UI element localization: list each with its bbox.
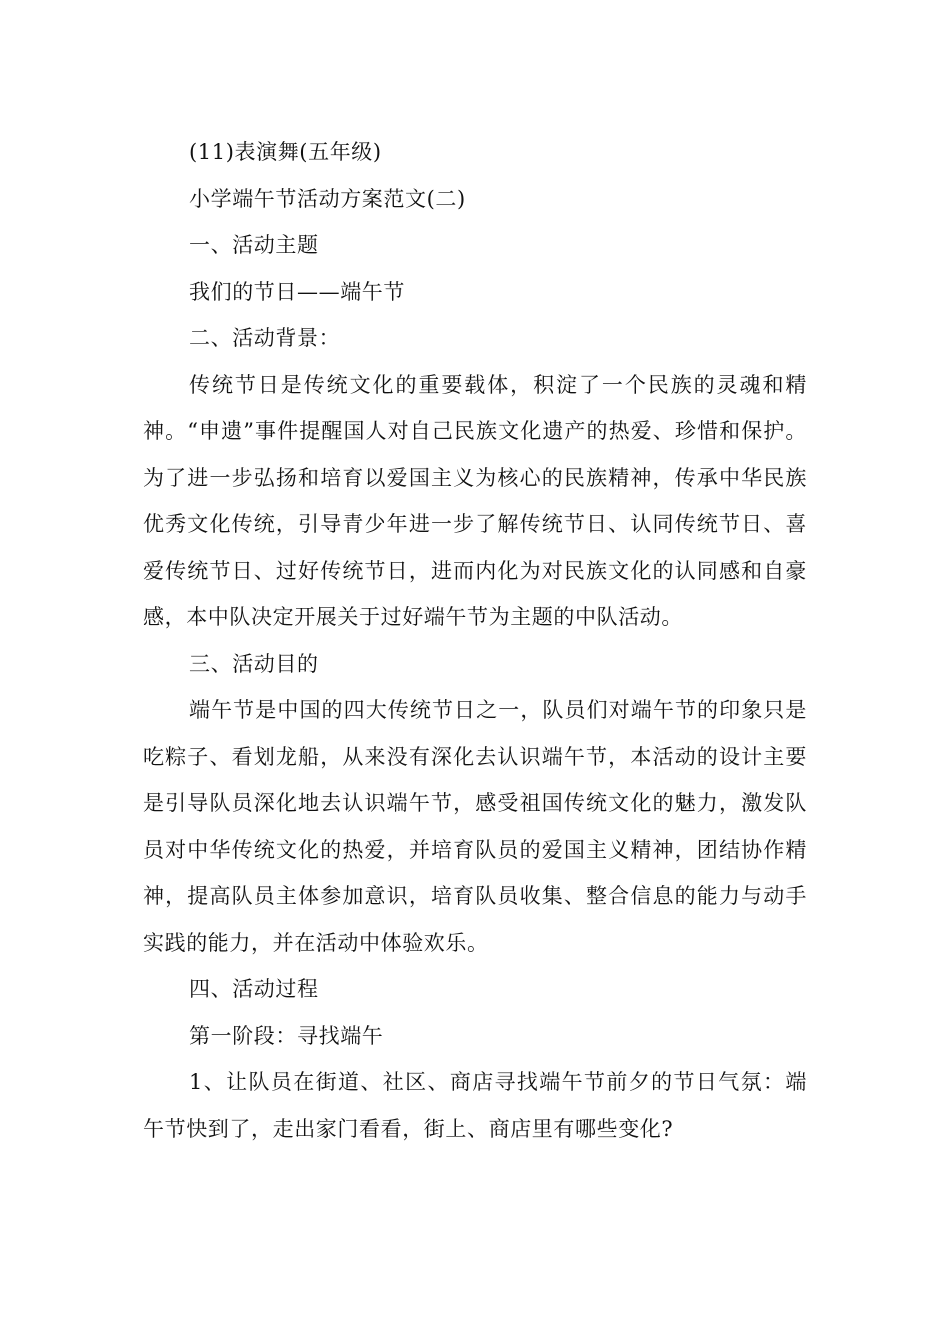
list-item-performance-dance: (11)表演舞(五年级): [189, 140, 382, 164]
document-body: [143, 129, 807, 1152]
purpose-paragraph: 端午节是中国的四大传统节日之一，队员们对端午节的印象只是吃粽子、看划龙船，从来没有深化去认识端午节，本活动的设计主要是引导队员深化地去认识端午节，感受祖国传统文化的魅力，激发队员对中华传统文化的热爱，并培育队员的爱国主义精神，团结协作精神，提高队员主体参加意识，培育队员收集、整合信息的能力与动手实践的能力，并在活动中体验欢乐。: [143, 698, 807, 955]
stage-one-heading: 第一阶段：寻找端午: [189, 1023, 384, 1048]
heading-activity-theme: 一、活动主题: [189, 233, 319, 257]
section-title: 小学端午节活动方案范文(二): [189, 186, 466, 211]
heading-activity-background: 二、活动背景：: [189, 326, 341, 350]
background-paragraph: 传统节日是传统文化的重要载体，积淀了一个民族的灵魂和精神。“申遗”事件提醒国人对自己民族文化遗产的热爱、珍惜和保护。为了进一步弘扬和培育以爱国主义为核心的民族精神，传承中华民族优秀文化传统，引导青少年进一步了解传统节日、认同传统节日、喜爱传统节日、过好传统节日，进而内化为对民族文化的认同感和自豪感，本中队决定开展关于过好端午节为主题的中队活动。: [143, 372, 807, 629]
heading-activity-process: 四、活动过程: [189, 977, 319, 1001]
heading-activity-purpose: 三、活动目的: [189, 651, 319, 676]
stage-one-item-1: 1、让队员在街道、社区、商店寻找端午节前夕的节日气氛：端午节快到了，走出家门看看，街上、商店里有哪些变化?: [143, 1070, 807, 1141]
theme-text: 我们的节日——端午节: [189, 279, 405, 304]
